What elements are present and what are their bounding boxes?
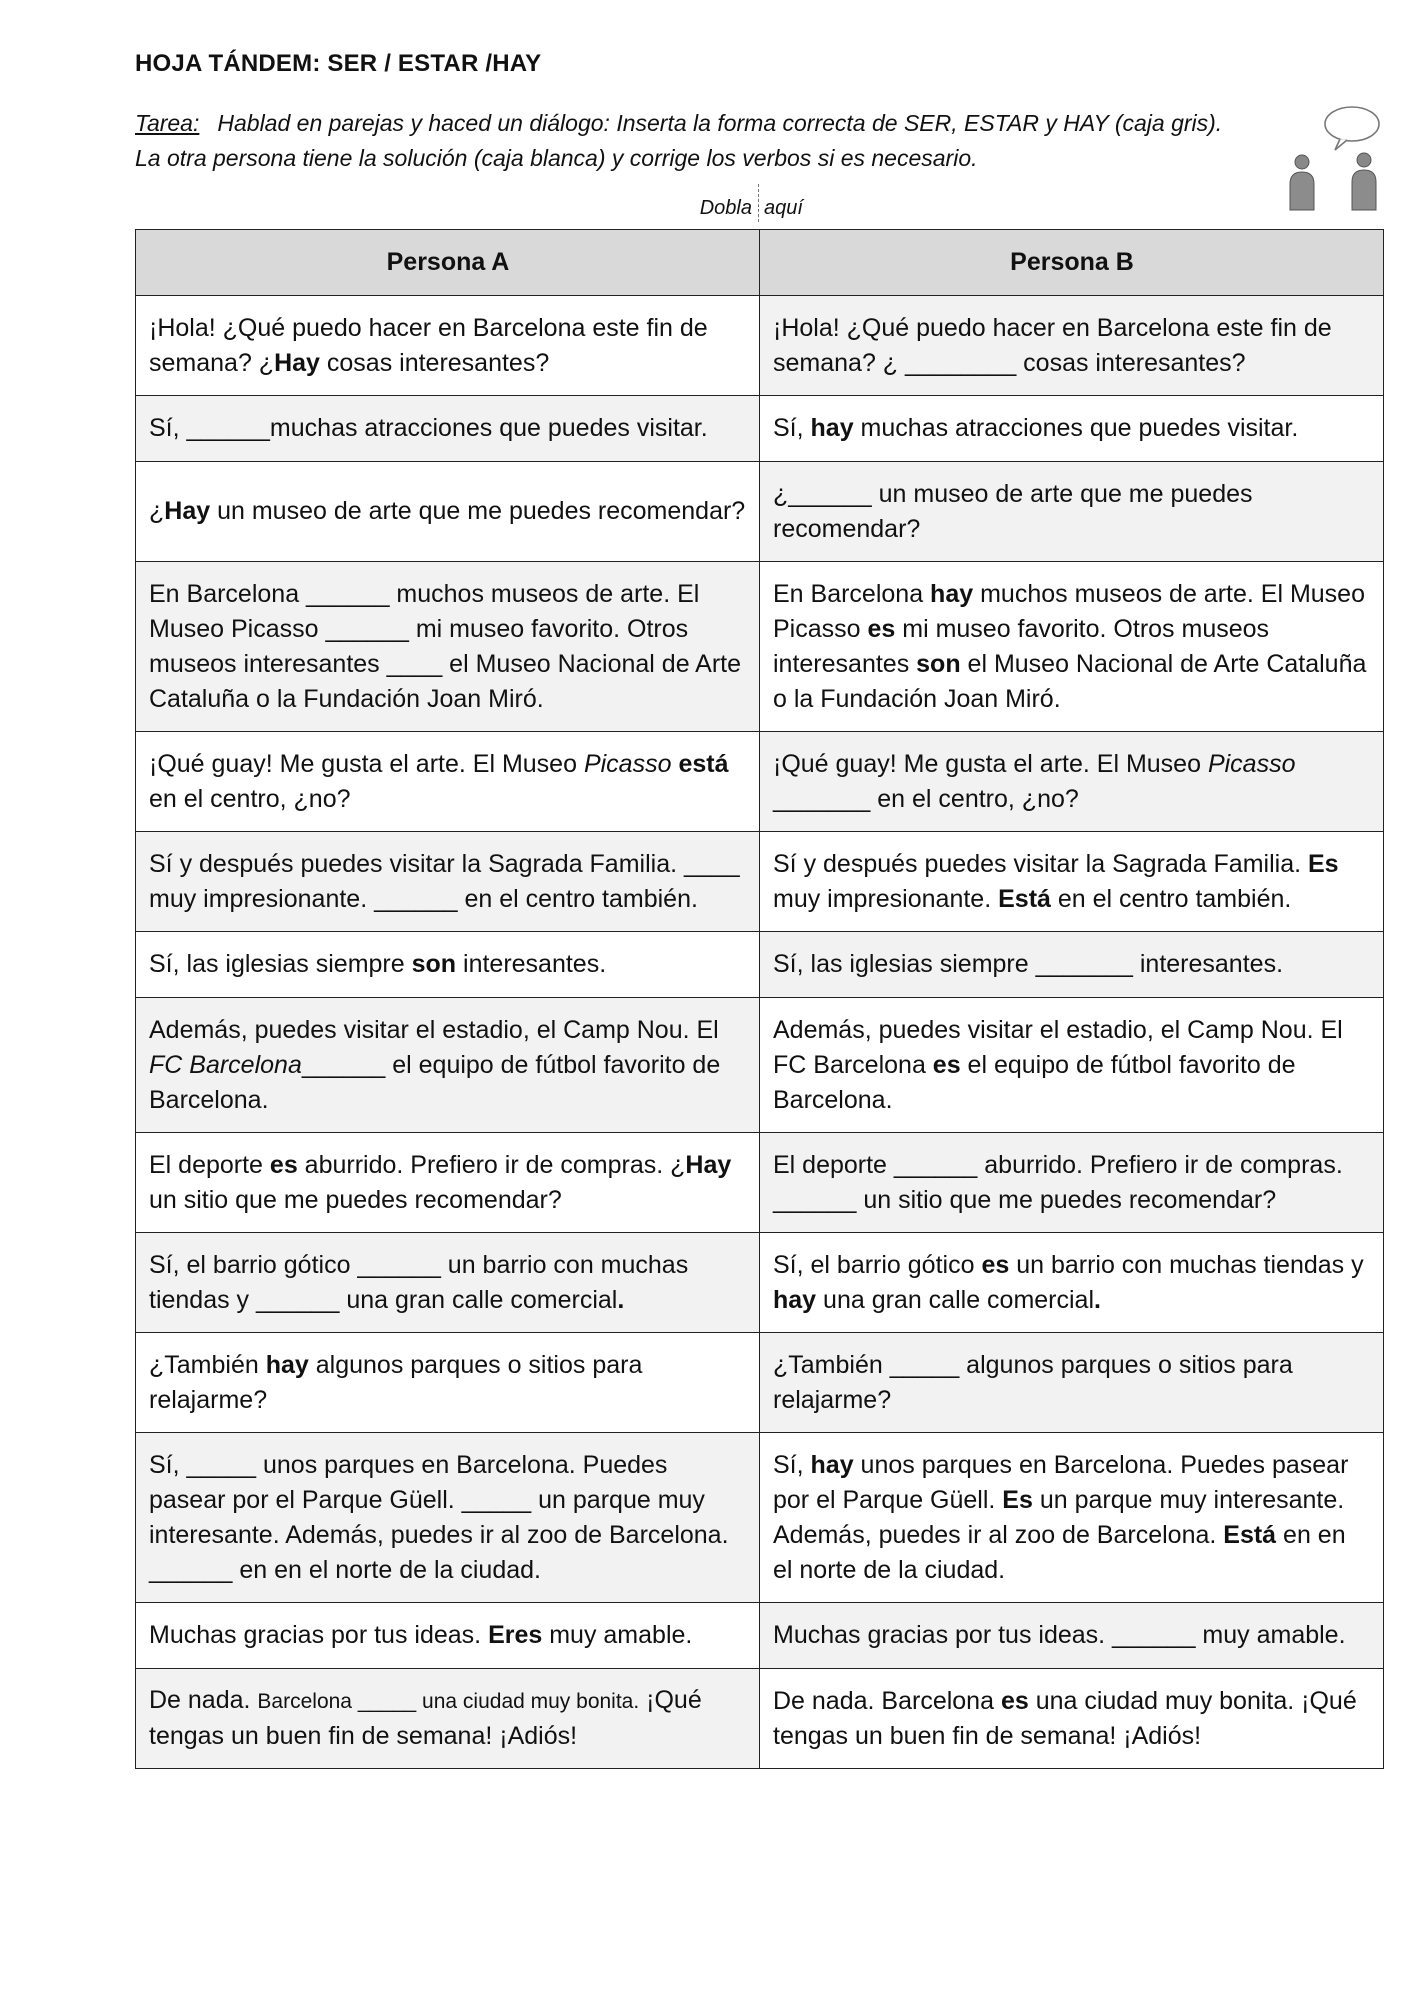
persona-a-line: Sí, el barrio gótico ______ un barrio con muchas tiendas y ______ una gran calle comercial. [136,1233,760,1333]
persona-b-line: ¡Qué guay! Me gusta el arte. El Museo Picasso _______ en el centro, ¿no? [760,732,1384,832]
persona-b-line: ¿También _____ algunos parques o sitios para relajarme? [760,1333,1384,1433]
task-label: Tarea: [135,110,200,136]
persona-a-line: Sí, _____ unos parques en Barcelona. Puedes pasear por el Parque Güell. _____ un parque muy interesante. Además, puedes ir al zoo de Barcelona. ______ en en el norte de la ciudad. [136,1433,760,1603]
dialogue-row [136,1333,1384,1433]
persona-a-line: De nada. Barcelona _____ una ciudad muy bonita. ¡Qué tengas un buen fin de semana! ¡Adiós! [136,1669,760,1769]
dialogue-row [136,998,1384,1133]
persona-a-line: El deporte es aburrido. Prefiero ir de compras. ¿Hay un sitio que me puedes recomendar? [136,1133,760,1233]
dialogue-row [136,832,1384,932]
persona-b-line: En Barcelona hay muchos museos de arte. El Museo Picasso es mi museo favorito. Otros museos interesantes son el Museo Nacional de Arte Cataluña o la Fundación Joan Miró. [760,562,1384,732]
persona-b-line: Sí, el barrio gótico es un barrio con muchas tiendas y hay una gran calle comercial. [760,1233,1384,1333]
persona-a-line: ¡Hola! ¿Qué puedo hacer en Barcelona este fin de semana? ¿Hay cosas interesantes? [136,296,760,396]
dialogue-row [136,1433,1384,1603]
dialogue-row [136,732,1384,832]
persona-b-line: ¡Hola! ¿Qué puedo hacer en Barcelona este fin de semana? ¿ ________ cosas interesantes? [760,296,1384,396]
persona-a-line: Muchas gracias por tus ideas. Eres muy amable. [136,1603,760,1669]
persona-a-line: ¿Hay un museo de arte que me puedes recomendar? [136,462,760,562]
persona-a-line: Además, puedes visitar el estadio, el Camp Nou. El FC Barcelona______ el equipo de fútbol favorito de Barcelona. [136,998,760,1133]
persona-b-line: Sí, hay unos parques en Barcelona. Puedes pasear por el Parque Güell. Es un parque muy interesante. Además, puedes ir al zoo de Barcelona. Está en en el norte de la ciudad. [760,1433,1384,1603]
task-instructions [135,106,1255,176]
persona-a-line: En Barcelona ______ muchos museos de arte. El Museo Picasso ______ mi museo favorito. Otros museos interesantes ____ el Museo Nacional de Arte Cataluña o la Fundación Joan Miró. [136,562,760,732]
dialogue-row [136,1233,1384,1333]
persona-a-line: ¡Qué guay! Me gusta el arte. El Museo Picasso está en el centro, ¿no? [136,732,760,832]
fold-line [758,184,759,222]
dialogue-row [136,1133,1384,1233]
two-people-talking-icon [1280,100,1395,215]
persona-a-line: ¿También hay algunos parques o sitios para relajarme? [136,1333,760,1433]
page-title: HOJA TÁNDEM: SER / ESTAR /HAY [135,50,542,77]
persona-b-line: Sí y después puedes visitar la Sagrada Familia. Es muy impresionante. Está en el centro también. [760,832,1384,932]
persona-a-line: Sí y después puedes visitar la Sagrada Familia. ____ muy impresionante. ______ en el centro también. [136,832,760,932]
persona-b-line: ¿______ un museo de arte que me puedes recomendar? [760,462,1384,562]
persona-b-line: El deporte ______ aburrido. Prefiero ir de compras. ______ un sitio que me puedes recomendar? [760,1133,1384,1233]
persona-a-line: Sí, ______muchas atracciones que puedes visitar. [136,396,760,462]
dialogue-row [136,562,1384,732]
header-persona-a: Persona A [136,230,760,296]
dialogue-row [136,462,1384,562]
fold-label-right: aquí [764,197,803,219]
dialogue-row [136,1669,1384,1769]
dialogue-row [136,396,1384,462]
persona-a-line: Sí, las iglesias siempre son interesantes. [136,932,760,998]
fold-label-left: Dobla [699,197,752,219]
table-header-row [136,230,1384,296]
persona-b-line: Muchas gracias por tus ideas. ______ muy amable. [760,1603,1384,1669]
header-persona-b: Persona B [760,230,1384,296]
dialogue-row [136,1603,1384,1669]
persona-b-line: Además, puedes visitar el estadio, el Camp Nou. El FC Barcelona es el equipo de fútbol favorito de Barcelona. [760,998,1384,1133]
task-text: Hablad en parejas y haced un diálogo: Inserta la forma correcta de SER, ESTAR y HAY (caja gris). [217,110,1223,136]
persona-b-line: De nada. Barcelona es una ciudad muy bonita. ¡Qué tengas un buen fin de semana! ¡Adiós! [760,1669,1384,1769]
persona-b-line: Sí, hay muchas atracciones que puedes visitar. [760,396,1384,462]
dialogue-row [136,932,1384,998]
task-line-2: La otra persona tiene la solución (caja blanca) y corrige los verbos si es necesario. [135,145,978,171]
task-line-1 [135,106,1255,141]
persona-b-line: Sí, las iglesias siempre _______ interesantes. [760,932,1384,998]
dialogue-row [136,296,1384,396]
dialogue-table [135,229,1384,1769]
